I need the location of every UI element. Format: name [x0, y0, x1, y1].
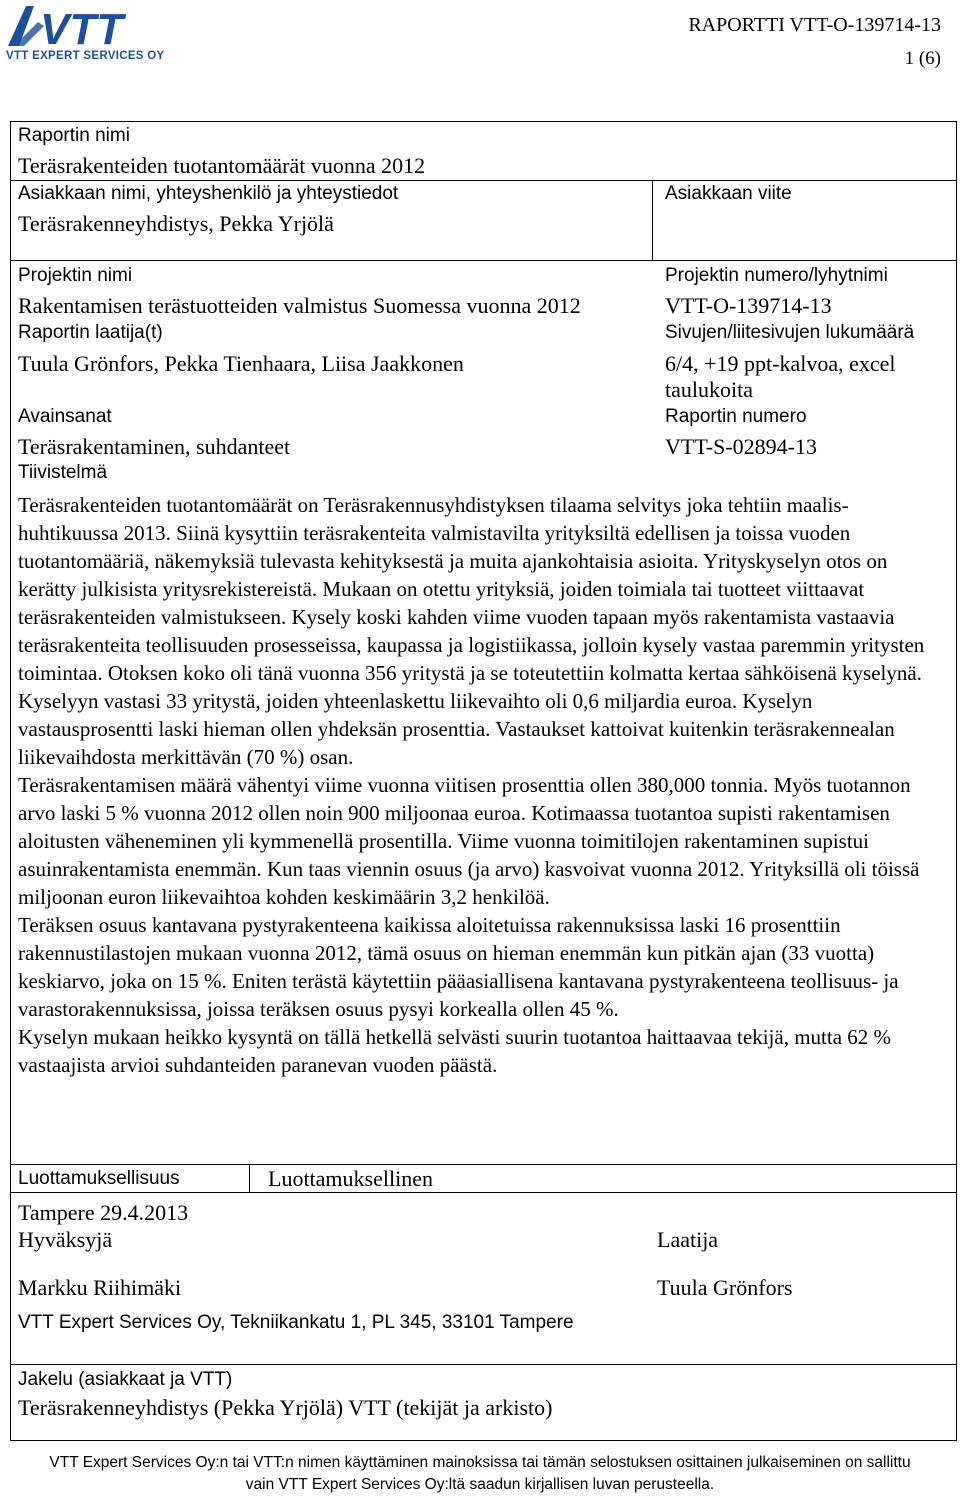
frame-right-line [956, 121, 957, 1441]
row-divider-3 [10, 1164, 957, 1165]
report-code: RAPORTTI VTT-O-139714-13 [688, 14, 941, 36]
row-divider-4 [10, 1192, 957, 1193]
keywords-label: Avainsanat [18, 406, 112, 427]
authors-label: Raportin laatija(t) [18, 322, 163, 343]
col-divider-confidentiality [249, 1164, 250, 1192]
report-number-label: Raportin numero [665, 406, 807, 427]
frame-top-line [10, 121, 957, 122]
abstract-paragraph: Teräsrakenteiden tuotantomäärät on Teräsrakennusyhdistyksen tilaama selvitys joka tehtiin maalis-huhtikuussa 2013. Siinä kysyttiin teräsrakenteita valmistavilta yrityksiltä edellisen ja toissa vuoden tuotantomääriä, näkemyksiä tulevasta kehityksestä ja muita ajankohtaisia asioita. Yrityskyselyn otos on kerätty julkisista yritysrekistereistä. Mukaan on otettu yrityksiä, joiden toimiala tai tuotteet viittaavat teräsrakenteiden valmistukseen. Kysely koski kahden viime vuoden tapaan myös rakentamista vastaavia teräsrakenteita teollisuuden prosesseissa, kaupassa ja logistiikassa, jolloin kysely vastaa paremmin yritysten toimintaa. Otoksen koko oli tänä vuonna 356 yritystä ja se toteutettiin kolmatta kertaa sähköisenä kyselynä. Kyselyyn vastasi 33 yritystä, joiden yhteenlaskettu liikevaihto oli 0,6 miljardia euroa. Kyselyn vastausprosentti laski hieman ollen yhdeksän prosenttia. Vastaukset kattoivat kuitenkin teräsrakennealan liikevaihdosta merkittävän (70 %) osan. [18, 493, 925, 769]
abstract-paragraph: Teräksen osuus kantavana pystyrakenteena kaikissa aloitetuissa rakennuksissa laski 16 prosenttiin rakennustilastojen mukaan vuonna 2012, tämä osuus on hieman enemmän kun pitkän ajan (33 vuotta) keskiarvo, joka on 15 %. Eniten terästä käytettiin pääasiallisena kantavana pystyrakenteena teollisuus- ja varastorakennuksissa, joissa teräksen osuus pysyi korkealla ollen 45 %. [18, 913, 899, 1021]
place-date: Tampere 29.4.2013 [18, 1200, 189, 1225]
client-ref-label: Asiakkaan viite [665, 183, 792, 204]
report-name-value: Teräsrakenteiden tuotantomäärät vuonna 2012 [18, 153, 426, 178]
project-name-label: Projektin nimi [18, 265, 133, 286]
page-number: 1 (6) [904, 48, 941, 69]
page-count-value-line2: taulukoita [665, 377, 753, 402]
footer-line-1: VTT Expert Services Oy:n tai VTT:n nimen käyttäminen mainoksissa tai tämän selostuksen osittainen julkaiseminen on sallittu [49, 1454, 911, 1471]
confidentiality-value: Luottamuksellinen [268, 1166, 433, 1191]
report-name-label: Raportin nimi [18, 125, 130, 146]
footer-notice [10, 1452, 950, 1496]
abstract-paragraph: Kyselyn mukaan heikko kysyntä on tällä hetkellä selvästi suurin tuotantoa haittaavaa tekijä, mutta 62 % vastaajista arvioi suhdanteiden paranevan vuoden päästä. [18, 1025, 892, 1077]
row-divider-2 [10, 260, 957, 261]
page-count-value-line1: 6/4, +19 ppt-kalvoa, excel [665, 351, 896, 376]
keywords-value: Teräsrakentaminen, suhdanteet [18, 434, 291, 459]
client-value: Teräsrakenneyhdistys, Pekka Yrjölä [18, 211, 334, 236]
report-number-value: VTT-S-02894-13 [665, 434, 817, 459]
abstract-paragraph: Teräsrakentamisen määrä vähentyi viime vuonna viitisen prosenttia ollen 380,000 tonnia. Myös tuotannon arvo laski 5 % vuonna 2012 ollen noin 900 miljoonaa euroa. Kotimaassa tuotantoa supisti rakentamisen aloitusten väheneminen yli kymmenellä prosentilla. Viime vuonna toimitilojen rakentaminen supistui asuinrakentamista enemmän. Kun taas viennin osuus (ja arvo) kasvoivat vuonna 2012. Yrityksillä oli töissä miljoonan euron liikevaihtoa kohden keskimäärin 3,2 henkilöä. [18, 773, 920, 909]
project-number-value: VTT-O-139714-13 [665, 293, 832, 318]
author-name: Tuula Grönfors [657, 1275, 793, 1300]
distribution-label: Jakelu (asiakkaat ja VTT) [18, 1369, 233, 1390]
client-label: Asiakkaan nimi, yhteyshenkilö ja yhteystiedot [18, 183, 399, 204]
project-name-value: Rakentamisen terästuotteiden valmistus Suomessa vuonna 2012 [18, 293, 581, 318]
authors-value: Tuula Grönfors, Pekka Tienhaara, Liisa Jaakkonen [18, 351, 464, 376]
logo-subtitle: VTT EXPERT SERVICES OY [6, 50, 165, 62]
abstract-body [18, 491, 943, 1079]
vtt-logo-mark [4, 2, 174, 52]
col-divider-client [652, 180, 653, 260]
row-divider-5 [10, 1364, 957, 1365]
author-label: Laatija [657, 1227, 719, 1252]
footer-line-2: vain VTT Expert Services Oy:ltä saadun kirjallisen luvan perusteella. [245, 1476, 715, 1493]
row-divider-1 [10, 180, 957, 181]
logo-text: VTT [40, 5, 124, 52]
company-address: VTT Expert Services Oy, Tekniikankatu 1, PL 345, 33101 Tampere [18, 1312, 574, 1333]
approver-label: Hyväksyjä [18, 1227, 113, 1252]
project-number-label: Projektin numero/lyhytnimi [665, 265, 888, 286]
frame-left-line [10, 121, 11, 1441]
abstract-label: Tiivistelmä [18, 462, 108, 483]
distribution-value: Teräsrakenneyhdistys (Pekka Yrjölä) VTT (tekijät ja arkisto) [18, 1395, 553, 1420]
frame-bottom-line [10, 1440, 957, 1441]
confidentiality-label: Luottamuksellisuus [18, 1168, 180, 1189]
approver-name: Markku Riihimäki [18, 1275, 182, 1300]
page-count-label: Sivujen/liitesivujen lukumäärä [665, 322, 915, 343]
